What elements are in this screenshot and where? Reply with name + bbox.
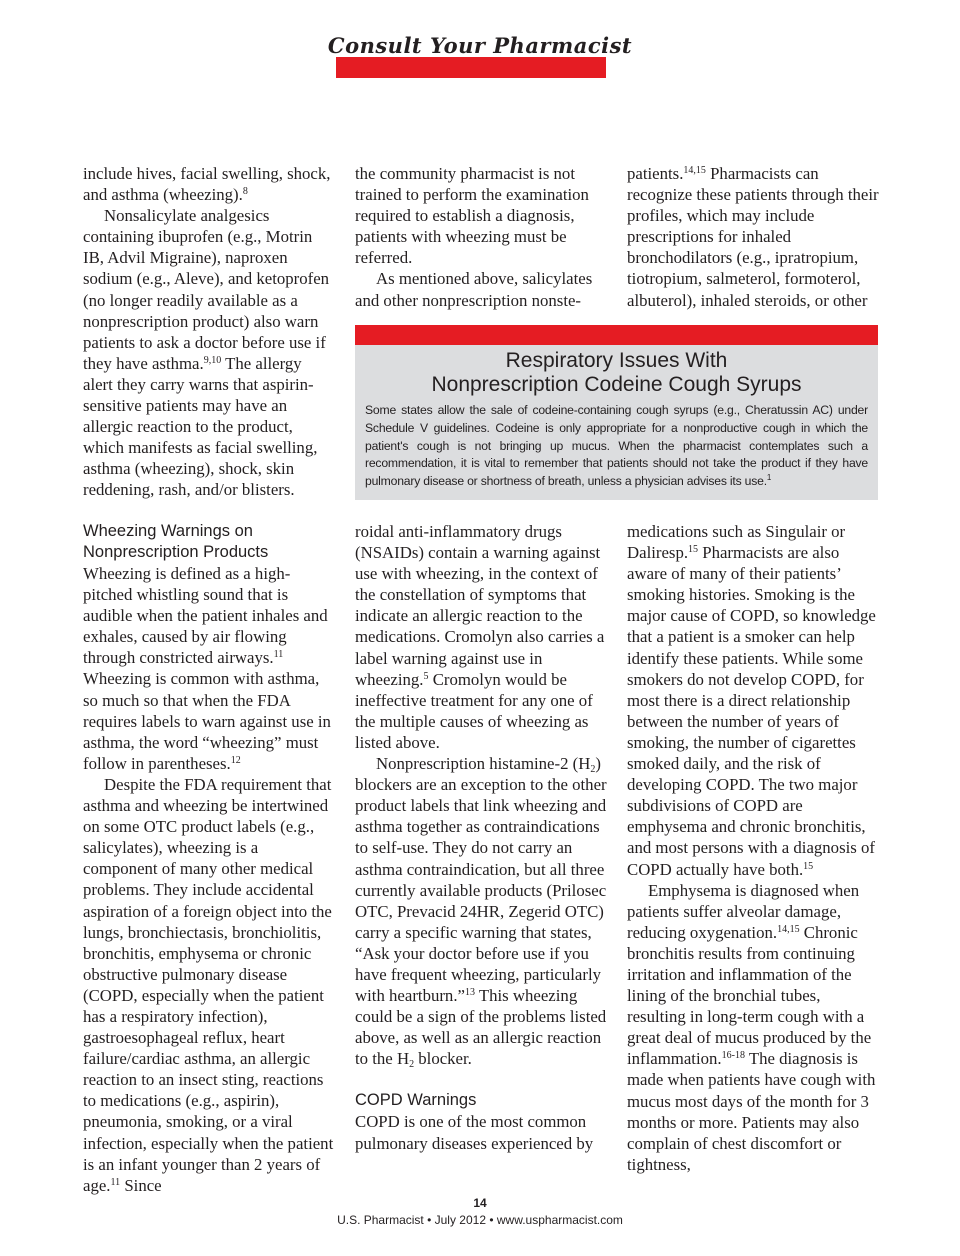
- page-header-title: Consult Your Pharmacist: [327, 33, 633, 58]
- paragraph: medications such as Singulair or Daliresp.$^{15}$ Pharmacists are also aware of many of their patients’ smoking histories. Smoking is the major cause of COPD, so knowledge that a patient is a smoker can help identify these patients. While some smokers do not develop COPD, for most there is a direct relationship between the number of years of smoking, the number of cigarettes smoked daily, and the risk of developing COPD. The two major subdivisions of COPD are emphysema and chronic bronchitis, and most persons with a diagnosis of COPD actually have both.$^{15}$: [627, 522, 876, 879]
- paragraph: Nonsalicylate analgesics containing ibuprofen (e.g., Motrin IB, Advil Migraine), naproxen sodium (e.g., Aleve), and ketoprofen (no longer readily available as a nonprescription product) also warn patients to ask a doctor before use if they have asthma.$^{9,10}$ The allergy alert they carry warns that aspirin-sensitive patients may have an allergic reaction to the product, which manifests as facial swelling, asthma (wheezing), shock, skin reddening, rash, and/or blisters.: [83, 206, 330, 500]
- footer-publication-line: U.S. Pharmacist • July 2012 • www.uspharmacist.com: [337, 1213, 623, 1227]
- paragraph: Wheezing is defined as a high-pitched whistling sound that is audible when the patient inhales and exhales, caused by air flowing through constricted airways.$^{11}$ Wheezing is common with asthma, so much so that when the FDA requires labels to warn against use in asthma, the word “wheezing” must follow in parentheses.$^{12}$: [83, 564, 331, 773]
- bottom-column-1: [83, 521, 335, 1196]
- sidebar-title: Respiratory Issues With Nonprescription Codeine Cough Syrups: [431, 349, 802, 396]
- paragraph: COPD is one of the most common pulmonary diseases experienced by: [355, 1112, 594, 1153]
- paragraph: include hives, facial swelling, shock, and asthma (wheezing).$^8$: [83, 164, 331, 205]
- paragraph: Nonprescription histamine-2 $(H_2)$ blockers are an exception to the other product labels that link wheezing and asthma together as contraindications to self-use. They do not carry an asthma contraindication, but all three currently available products (Prilosec OTC, Prevacid 24HR, Zegerid OTC) carry a specific warning that states, “Ask your doctor before use if you have frequent wheezing, particularly with heartburn.”$^{13}$ This wheezing could be a sign of the problems listed above, as well as an allergic reaction to the $H_2$ blocker.: [355, 754, 607, 1071]
- top-column-2: [355, 163, 607, 311]
- section-heading-wheezing-warnings: Wheezing Warnings on Nonprescription Products: [83, 522, 269, 561]
- bottom-column-3: [627, 521, 879, 1175]
- header-accent-bar: [336, 57, 606, 78]
- paragraph: Emphysema is diagnosed when patients suffer alveolar damage, reducing oxygenation.$^{14,15}$ Chronic bronchitis results from continuing irritation and inflammation of the lining of the bronchial tubes, resulting in long-term cough with a great deal of mucus produced by the inflammation.$^{16-18}$ The diagnosis is made when patients have cough with mucus most days of the month for 3 months or more. Patients may also complain of chest discomfort or tightness,: [627, 880, 876, 1174]
- paragraph: patients.$^{14,15}$ Pharmacists can recognize these patients through their profiles, which may include prescriptions for inhaled bronchodilators (e.g., ipratropium, tiotropium, salmeterol, formoterol, albuterol), inhaled steroids, or other: [627, 164, 879, 310]
- section-heading-copd-warnings: COPD Warnings: [355, 1091, 477, 1110]
- bottom-column-2: [355, 521, 607, 1154]
- top-column-3: [627, 163, 879, 311]
- paragraph: the community pharmacist is not trained to perform the examination required to establish a diagnosis, patients with wheezing must be referred.: [355, 164, 589, 268]
- sidebar-accent-bar: [355, 325, 878, 345]
- paragraph: As mentioned above, salicylates and other nonprescription nonste-: [355, 269, 593, 310]
- sidebar-box: [355, 325, 878, 500]
- top-column-1: [83, 163, 335, 501]
- paragraph: Despite the FDA requirement that asthma and wheezing be intertwined on some OTC product labels (e.g., salicylates), wheezing is a component of many other medical problems. They include accidental aspiration of a foreign object into the lungs, bronchiectasis, bronchiolitis, bronchitis, emphysema or chronic obstructive pulmonary disease (COPD, especially when the patient has a respiratory infection), gastroesophageal reflux, heart failure/cardiac asthma, an allergic reaction to an insect sting, reactions to medications (e.g., aspirin), pneumonia, smoking, or a viral infection, especially when the patient is an infant younger than 2 years of age.$^{11}$ Since: [83, 774, 334, 1195]
- paragraph: roidal anti-inflammatory drugs (NSAIDs) contain a warning against use with wheezing, in the context of the constellation of symptoms that indicate an allergic reaction to the medications. Cromolyn also carries a label warning against use in wheezing.$^5$ Cromolyn would be ineffective treatment for any one of the multiple causes of wheezing as listed above.: [355, 522, 605, 752]
- page-number: 14: [473, 1196, 487, 1210]
- sidebar-body: Some states allow the sale of codeine-containing cough syrups (e.g., Cheratussin AC) under Schedule V guidelines. Codeine is only appropriate for a nonproductive cough in which the patient's cough is not bringing up mucus. When the pharmacist contemplates such a recommendation, it is vital to remember that patients should not take the product if they have pulmonary disease or shortness of breath, unless a physician advises its use.$^1$: [365, 403, 868, 489]
